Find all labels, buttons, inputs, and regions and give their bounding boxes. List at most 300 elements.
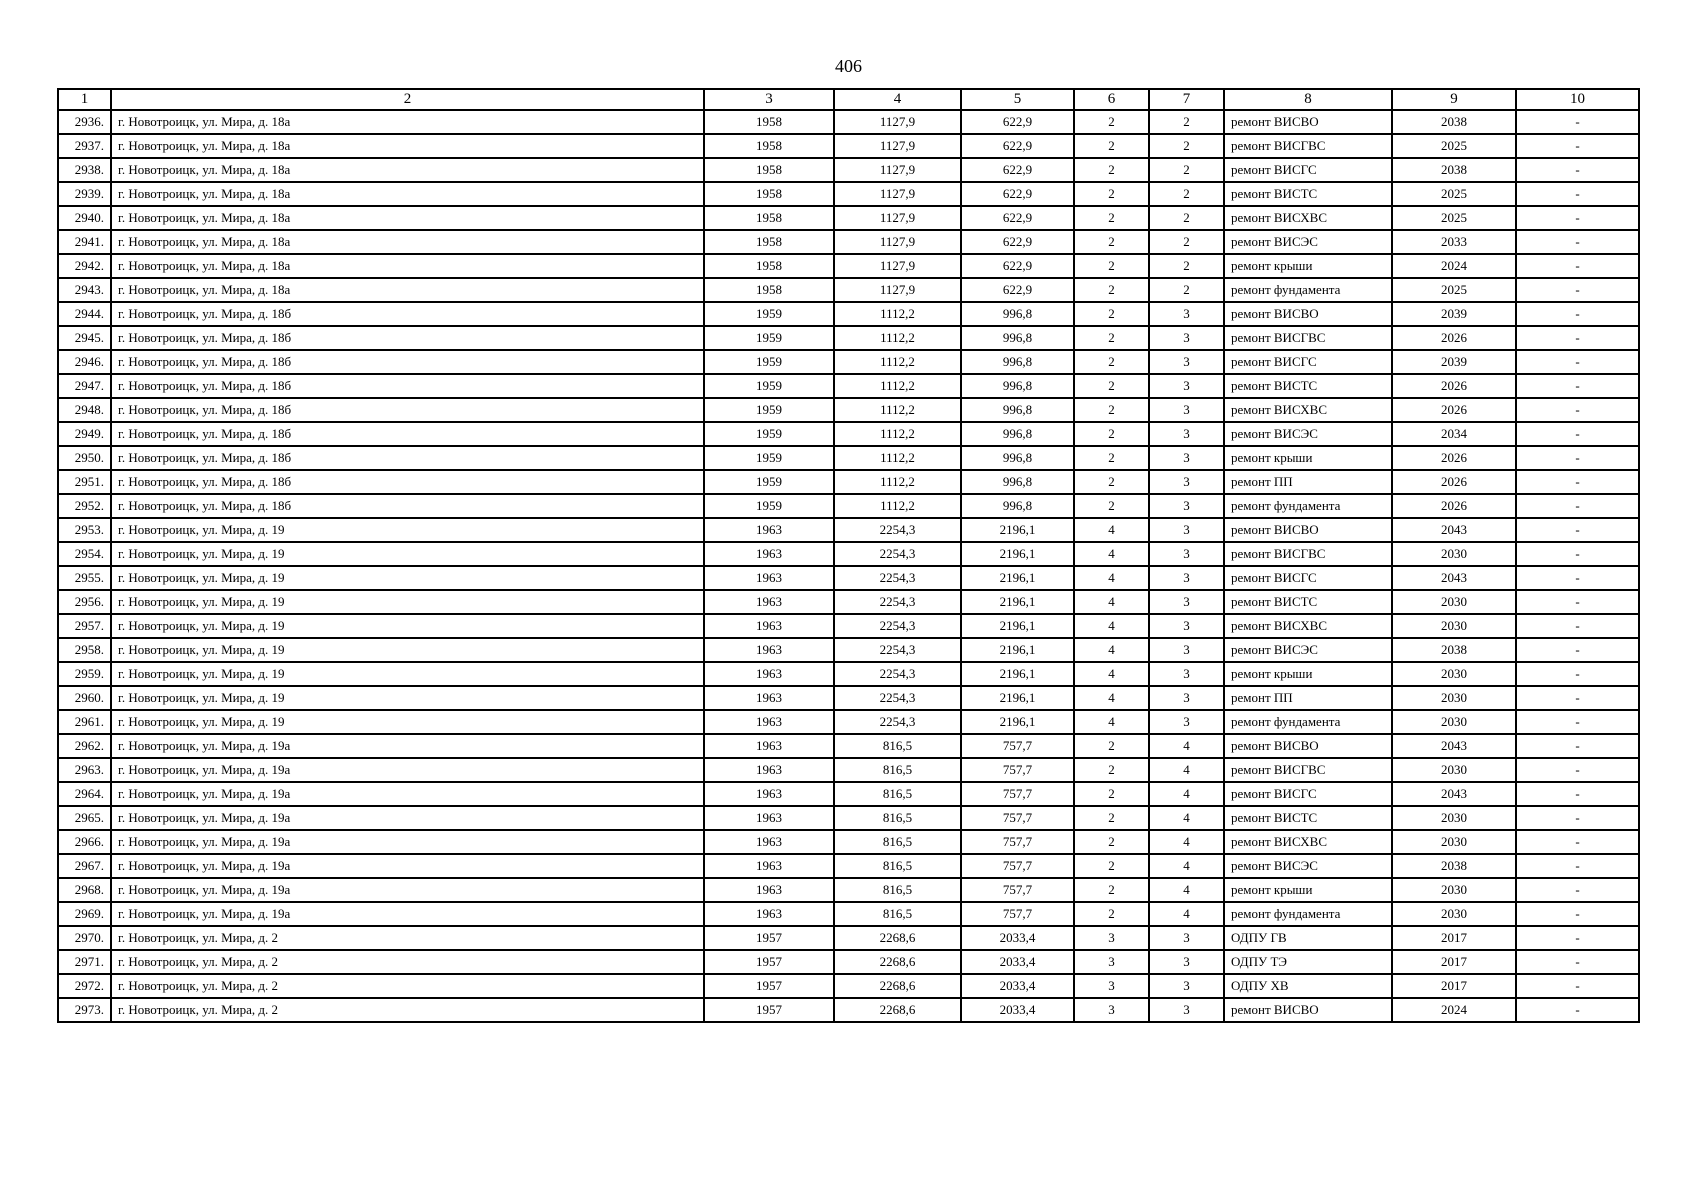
living-area-cell: 622,9: [961, 182, 1074, 206]
year-cell: 1958: [704, 110, 834, 134]
work-type-cell: ремонт ВИСВО: [1224, 518, 1392, 542]
table-row: [58, 614, 1639, 638]
address-cell: г. Новотроицк, ул. Мира, д. 19а: [111, 782, 704, 806]
plan-year-cell: 2024: [1392, 254, 1516, 278]
floors-cell: 4: [1074, 518, 1149, 542]
row-number-cell: 2964.: [58, 782, 111, 806]
year-cell: 1963: [704, 782, 834, 806]
total-area-cell: 2268,6: [834, 950, 961, 974]
total-area-cell: 1112,2: [834, 446, 961, 470]
work-type-cell: ремонт ВИСХВС: [1224, 614, 1392, 638]
note-cell: -: [1516, 806, 1639, 830]
total-area-cell: 1112,2: [834, 302, 961, 326]
table-row: [58, 302, 1639, 326]
row-number-cell: 2956.: [58, 590, 111, 614]
row-number-cell: 2958.: [58, 638, 111, 662]
plan-year-cell: 2038: [1392, 110, 1516, 134]
living-area-cell: 996,8: [961, 350, 1074, 374]
plan-year-cell: 2043: [1392, 734, 1516, 758]
plan-year-cell: 2030: [1392, 662, 1516, 686]
living-area-cell: 996,8: [961, 302, 1074, 326]
work-type-cell: ремонт ВИСХВС: [1224, 206, 1392, 230]
year-cell: 1963: [704, 614, 834, 638]
row-number-cell: 2939.: [58, 182, 111, 206]
table-row: [58, 998, 1639, 1022]
total-area-cell: 816,5: [834, 782, 961, 806]
entrances-cell: 3: [1149, 398, 1224, 422]
year-cell: 1963: [704, 662, 834, 686]
row-number-cell: 2950.: [58, 446, 111, 470]
living-area-cell: 757,7: [961, 734, 1074, 758]
table-row: [58, 926, 1639, 950]
table-row: [58, 974, 1639, 998]
total-area-cell: 2254,3: [834, 662, 961, 686]
year-cell: 1963: [704, 830, 834, 854]
row-number-cell: 2953.: [58, 518, 111, 542]
address-cell: г. Новотроицк, ул. Мира, д. 19: [111, 686, 704, 710]
note-cell: -: [1516, 830, 1639, 854]
floors-cell: 2: [1074, 782, 1149, 806]
note-cell: -: [1516, 230, 1639, 254]
work-type-cell: ремонт ВИСГВС: [1224, 326, 1392, 350]
table-row: [58, 182, 1639, 206]
row-number-cell: 2970.: [58, 926, 111, 950]
row-number-cell: 2962.: [58, 734, 111, 758]
note-cell: -: [1516, 758, 1639, 782]
work-type-cell: ремонт ВИСГС: [1224, 158, 1392, 182]
entrances-cell: 3: [1149, 566, 1224, 590]
table-row: [58, 206, 1639, 230]
table-row: [58, 542, 1639, 566]
living-area-cell: 757,7: [961, 806, 1074, 830]
address-cell: г. Новотроицк, ул. Мира, д. 19: [111, 614, 704, 638]
floors-cell: 4: [1074, 566, 1149, 590]
row-number-cell: 2952.: [58, 494, 111, 518]
entrances-cell: 4: [1149, 782, 1224, 806]
entrances-cell: 3: [1149, 494, 1224, 518]
address-cell: г. Новотроицк, ул. Мира, д. 18а: [111, 110, 704, 134]
living-area-cell: 2196,1: [961, 710, 1074, 734]
total-area-cell: 2254,3: [834, 590, 961, 614]
plan-year-cell: 2030: [1392, 878, 1516, 902]
note-cell: -: [1516, 878, 1639, 902]
plan-year-cell: 2030: [1392, 686, 1516, 710]
living-area-cell: 2196,1: [961, 590, 1074, 614]
total-area-cell: 816,5: [834, 734, 961, 758]
plan-year-cell: 2038: [1392, 158, 1516, 182]
floors-cell: 2: [1074, 278, 1149, 302]
entrances-cell: 2: [1149, 182, 1224, 206]
total-area-cell: 1112,2: [834, 374, 961, 398]
address-cell: г. Новотроицк, ул. Мира, д. 18а: [111, 158, 704, 182]
plan-year-cell: 2039: [1392, 302, 1516, 326]
living-area-cell: 757,7: [961, 758, 1074, 782]
year-cell: 1963: [704, 638, 834, 662]
note-cell: -: [1516, 206, 1639, 230]
living-area-cell: 2196,1: [961, 614, 1074, 638]
row-number-cell: 2942.: [58, 254, 111, 278]
living-area-cell: 2033,4: [961, 926, 1074, 950]
work-type-cell: ремонт крыши: [1224, 446, 1392, 470]
address-cell: г. Новотроицк, ул. Мира, д. 2: [111, 974, 704, 998]
row-number-cell: 2954.: [58, 542, 111, 566]
entrances-cell: 3: [1149, 446, 1224, 470]
year-cell: 1958: [704, 230, 834, 254]
address-cell: г. Новотроицк, ул. Мира, д. 18б: [111, 350, 704, 374]
year-cell: 1959: [704, 398, 834, 422]
row-number-cell: 2968.: [58, 878, 111, 902]
work-type-cell: ремонт ВИСТС: [1224, 590, 1392, 614]
work-type-cell: ремонт ВИСГС: [1224, 566, 1392, 590]
column-header: 6: [1074, 89, 1149, 110]
row-number-cell: 2957.: [58, 614, 111, 638]
table-row: [58, 326, 1639, 350]
total-area-cell: 1112,2: [834, 350, 961, 374]
row-number-cell: 2961.: [58, 710, 111, 734]
living-area-cell: 2033,4: [961, 950, 1074, 974]
floors-cell: 2: [1074, 374, 1149, 398]
column-header: 8: [1224, 89, 1392, 110]
living-area-cell: 622,9: [961, 254, 1074, 278]
table-row: [58, 710, 1639, 734]
address-cell: г. Новотроицк, ул. Мира, д. 18б: [111, 494, 704, 518]
living-area-cell: 996,8: [961, 446, 1074, 470]
plan-year-cell: 2026: [1392, 494, 1516, 518]
entrances-cell: 3: [1149, 326, 1224, 350]
work-type-cell: ОДПУ ТЭ: [1224, 950, 1392, 974]
address-cell: г. Новотроицк, ул. Мира, д. 18а: [111, 182, 704, 206]
plan-year-cell: 2025: [1392, 182, 1516, 206]
note-cell: -: [1516, 734, 1639, 758]
row-number-cell: 2938.: [58, 158, 111, 182]
note-cell: -: [1516, 638, 1639, 662]
column-header: 4: [834, 89, 961, 110]
total-area-cell: 1127,9: [834, 230, 961, 254]
year-cell: 1958: [704, 206, 834, 230]
note-cell: -: [1516, 326, 1639, 350]
plan-year-cell: 2030: [1392, 542, 1516, 566]
year-cell: 1959: [704, 470, 834, 494]
floors-cell: 2: [1074, 230, 1149, 254]
total-area-cell: 1112,2: [834, 398, 961, 422]
living-area-cell: 622,9: [961, 134, 1074, 158]
living-area-cell: 2196,1: [961, 566, 1074, 590]
entrances-cell: 3: [1149, 926, 1224, 950]
address-cell: г. Новотроицк, ул. Мира, д. 18а: [111, 134, 704, 158]
year-cell: 1963: [704, 878, 834, 902]
note-cell: -: [1516, 590, 1639, 614]
plan-year-cell: 2039: [1392, 350, 1516, 374]
registry-table: [57, 88, 1640, 1023]
table-row: [58, 590, 1639, 614]
entrances-cell: 3: [1149, 638, 1224, 662]
work-type-cell: ремонт ПП: [1224, 686, 1392, 710]
row-number-cell: 2965.: [58, 806, 111, 830]
living-area-cell: 2196,1: [961, 542, 1074, 566]
living-area-cell: 622,9: [961, 110, 1074, 134]
work-type-cell: ремонт фундамента: [1224, 710, 1392, 734]
living-area-cell: 622,9: [961, 230, 1074, 254]
row-number-cell: 2944.: [58, 302, 111, 326]
table-body: [58, 110, 1639, 1022]
table-row: [58, 350, 1639, 374]
entrances-cell: 3: [1149, 950, 1224, 974]
note-cell: -: [1516, 422, 1639, 446]
table-row: [58, 374, 1639, 398]
plan-year-cell: 2043: [1392, 518, 1516, 542]
plan-year-cell: 2025: [1392, 278, 1516, 302]
living-area-cell: 2196,1: [961, 638, 1074, 662]
table-row: [58, 902, 1639, 926]
floors-cell: 3: [1074, 998, 1149, 1022]
year-cell: 1957: [704, 974, 834, 998]
entrances-cell: 2: [1149, 230, 1224, 254]
living-area-cell: 2033,4: [961, 974, 1074, 998]
plan-year-cell: 2030: [1392, 614, 1516, 638]
entrances-cell: 3: [1149, 686, 1224, 710]
header-row: [58, 89, 1639, 110]
year-cell: 1959: [704, 374, 834, 398]
work-type-cell: ремонт ВИСГС: [1224, 782, 1392, 806]
address-cell: г. Новотроицк, ул. Мира, д. 19а: [111, 902, 704, 926]
address-cell: г. Новотроицк, ул. Мира, д. 18б: [111, 302, 704, 326]
work-type-cell: ремонт ПП: [1224, 470, 1392, 494]
plan-year-cell: 2030: [1392, 710, 1516, 734]
table-row: [58, 686, 1639, 710]
note-cell: -: [1516, 950, 1639, 974]
living-area-cell: 996,8: [961, 494, 1074, 518]
address-cell: г. Новотроицк, ул. Мира, д. 18а: [111, 206, 704, 230]
address-cell: г. Новотроицк, ул. Мира, д. 18б: [111, 374, 704, 398]
note-cell: -: [1516, 662, 1639, 686]
address-cell: г. Новотроицк, ул. Мира, д. 18б: [111, 422, 704, 446]
address-cell: г. Новотроицк, ул. Мира, д. 2: [111, 998, 704, 1022]
year-cell: 1963: [704, 686, 834, 710]
living-area-cell: 757,7: [961, 782, 1074, 806]
address-cell: г. Новотроицк, ул. Мира, д. 19а: [111, 758, 704, 782]
note-cell: -: [1516, 926, 1639, 950]
floors-cell: 2: [1074, 110, 1149, 134]
total-area-cell: 1127,9: [834, 278, 961, 302]
note-cell: -: [1516, 710, 1639, 734]
row-number-cell: 2951.: [58, 470, 111, 494]
work-type-cell: ремонт фундамента: [1224, 902, 1392, 926]
living-area-cell: 757,7: [961, 854, 1074, 878]
total-area-cell: 816,5: [834, 830, 961, 854]
living-area-cell: 996,8: [961, 326, 1074, 350]
floors-cell: 4: [1074, 686, 1149, 710]
total-area-cell: 2254,3: [834, 542, 961, 566]
living-area-cell: 996,8: [961, 470, 1074, 494]
total-area-cell: 2254,3: [834, 710, 961, 734]
table-row: [58, 878, 1639, 902]
work-type-cell: ремонт ВИСЭС: [1224, 638, 1392, 662]
year-cell: 1959: [704, 422, 834, 446]
work-type-cell: ремонт ВИСТС: [1224, 806, 1392, 830]
note-cell: -: [1516, 902, 1639, 926]
floors-cell: 4: [1074, 590, 1149, 614]
year-cell: 1959: [704, 494, 834, 518]
plan-year-cell: 2033: [1392, 230, 1516, 254]
address-cell: г. Новотроицк, ул. Мира, д. 18а: [111, 278, 704, 302]
floors-cell: 2: [1074, 494, 1149, 518]
plan-year-cell: 2026: [1392, 326, 1516, 350]
row-number-cell: 2973.: [58, 998, 111, 1022]
column-header: 5: [961, 89, 1074, 110]
floors-cell: 4: [1074, 710, 1149, 734]
year-cell: 1957: [704, 998, 834, 1022]
total-area-cell: 1112,2: [834, 326, 961, 350]
floors-cell: 2: [1074, 902, 1149, 926]
work-type-cell: ремонт ВИСХВС: [1224, 830, 1392, 854]
floors-cell: 2: [1074, 758, 1149, 782]
total-area-cell: 816,5: [834, 902, 961, 926]
table-row: [58, 782, 1639, 806]
total-area-cell: 1112,2: [834, 470, 961, 494]
note-cell: -: [1516, 494, 1639, 518]
year-cell: 1963: [704, 902, 834, 926]
total-area-cell: 2268,6: [834, 998, 961, 1022]
address-cell: г. Новотроицк, ул. Мира, д. 19: [111, 662, 704, 686]
table-row: [58, 110, 1639, 134]
plan-year-cell: 2017: [1392, 950, 1516, 974]
table-row: [58, 158, 1639, 182]
row-number-cell: 2936.: [58, 110, 111, 134]
column-header: 9: [1392, 89, 1516, 110]
total-area-cell: 1127,9: [834, 158, 961, 182]
living-area-cell: 996,8: [961, 422, 1074, 446]
total-area-cell: 1127,9: [834, 254, 961, 278]
year-cell: 1963: [704, 854, 834, 878]
address-cell: г. Новотроицк, ул. Мира, д. 18б: [111, 398, 704, 422]
floors-cell: 2: [1074, 350, 1149, 374]
floors-cell: 2: [1074, 302, 1149, 326]
floors-cell: 4: [1074, 638, 1149, 662]
floors-cell: 2: [1074, 254, 1149, 278]
note-cell: -: [1516, 110, 1639, 134]
address-cell: г. Новотроицк, ул. Мира, д. 2: [111, 950, 704, 974]
year-cell: 1963: [704, 758, 834, 782]
plan-year-cell: 2025: [1392, 206, 1516, 230]
plan-year-cell: 2025: [1392, 134, 1516, 158]
total-area-cell: 2268,6: [834, 974, 961, 998]
address-cell: г. Новотроицк, ул. Мира, д. 19: [111, 542, 704, 566]
entrances-cell: 3: [1149, 974, 1224, 998]
total-area-cell: 2254,3: [834, 638, 961, 662]
floors-cell: 2: [1074, 446, 1149, 470]
year-cell: 1963: [704, 542, 834, 566]
plan-year-cell: 2026: [1392, 374, 1516, 398]
note-cell: -: [1516, 182, 1639, 206]
entrances-cell: 4: [1149, 878, 1224, 902]
year-cell: 1963: [704, 710, 834, 734]
note-cell: -: [1516, 398, 1639, 422]
plan-year-cell: 2030: [1392, 902, 1516, 926]
living-area-cell: 996,8: [961, 398, 1074, 422]
table-row: [58, 254, 1639, 278]
plan-year-cell: 2030: [1392, 830, 1516, 854]
plan-year-cell: 2038: [1392, 638, 1516, 662]
address-cell: г. Новотроицк, ул. Мира, д. 19: [111, 638, 704, 662]
floors-cell: 3: [1074, 926, 1149, 950]
total-area-cell: 816,5: [834, 878, 961, 902]
year-cell: 1958: [704, 182, 834, 206]
entrances-cell: 4: [1149, 830, 1224, 854]
total-area-cell: 1127,9: [834, 182, 961, 206]
table-row: [58, 950, 1639, 974]
year-cell: 1959: [704, 326, 834, 350]
note-cell: -: [1516, 302, 1639, 326]
table-row: [58, 734, 1639, 758]
row-number-cell: 2966.: [58, 830, 111, 854]
note-cell: -: [1516, 446, 1639, 470]
note-cell: -: [1516, 686, 1639, 710]
note-cell: -: [1516, 854, 1639, 878]
address-cell: г. Новотроицк, ул. Мира, д. 19а: [111, 734, 704, 758]
note-cell: -: [1516, 374, 1639, 398]
entrances-cell: 3: [1149, 710, 1224, 734]
total-area-cell: 2254,3: [834, 566, 961, 590]
living-area-cell: 2033,4: [961, 998, 1074, 1022]
note-cell: -: [1516, 254, 1639, 278]
total-area-cell: 1127,9: [834, 110, 961, 134]
address-cell: г. Новотроицк, ул. Мира, д. 18б: [111, 470, 704, 494]
column-header: 10: [1516, 89, 1639, 110]
year-cell: 1963: [704, 734, 834, 758]
plan-year-cell: 2024: [1392, 998, 1516, 1022]
row-number-cell: 2947.: [58, 374, 111, 398]
entrances-cell: 3: [1149, 422, 1224, 446]
floors-cell: 2: [1074, 398, 1149, 422]
table-row: [58, 830, 1639, 854]
note-cell: -: [1516, 470, 1639, 494]
year-cell: 1958: [704, 158, 834, 182]
table-row: [58, 446, 1639, 470]
living-area-cell: 2196,1: [961, 662, 1074, 686]
work-type-cell: ремонт ВИСТС: [1224, 374, 1392, 398]
total-area-cell: 1127,9: [834, 206, 961, 230]
year-cell: 1963: [704, 518, 834, 542]
table-row: [58, 638, 1639, 662]
work-type-cell: ОДПУ ХВ: [1224, 974, 1392, 998]
entrances-cell: 4: [1149, 806, 1224, 830]
note-cell: -: [1516, 782, 1639, 806]
year-cell: 1959: [704, 446, 834, 470]
entrances-cell: 3: [1149, 590, 1224, 614]
living-area-cell: 2196,1: [961, 518, 1074, 542]
entrances-cell: 4: [1149, 758, 1224, 782]
floors-cell: 2: [1074, 422, 1149, 446]
column-header: 3: [704, 89, 834, 110]
entrances-cell: 2: [1149, 110, 1224, 134]
total-area-cell: 1112,2: [834, 494, 961, 518]
work-type-cell: ремонт ВИСГВС: [1224, 542, 1392, 566]
work-type-cell: ремонт ВИСЭС: [1224, 422, 1392, 446]
row-number-cell: 2940.: [58, 206, 111, 230]
total-area-cell: 2254,3: [834, 518, 961, 542]
year-cell: 1957: [704, 926, 834, 950]
note-cell: -: [1516, 974, 1639, 998]
year-cell: 1963: [704, 590, 834, 614]
table-row: [58, 854, 1639, 878]
note-cell: -: [1516, 278, 1639, 302]
work-type-cell: ОДПУ ГВ: [1224, 926, 1392, 950]
address-cell: г. Новотроицк, ул. Мира, д. 19а: [111, 854, 704, 878]
work-type-cell: ремонт ВИСГС: [1224, 350, 1392, 374]
table-row: [58, 470, 1639, 494]
row-number-cell: 2937.: [58, 134, 111, 158]
address-cell: г. Новотроицк, ул. Мира, д. 18б: [111, 326, 704, 350]
